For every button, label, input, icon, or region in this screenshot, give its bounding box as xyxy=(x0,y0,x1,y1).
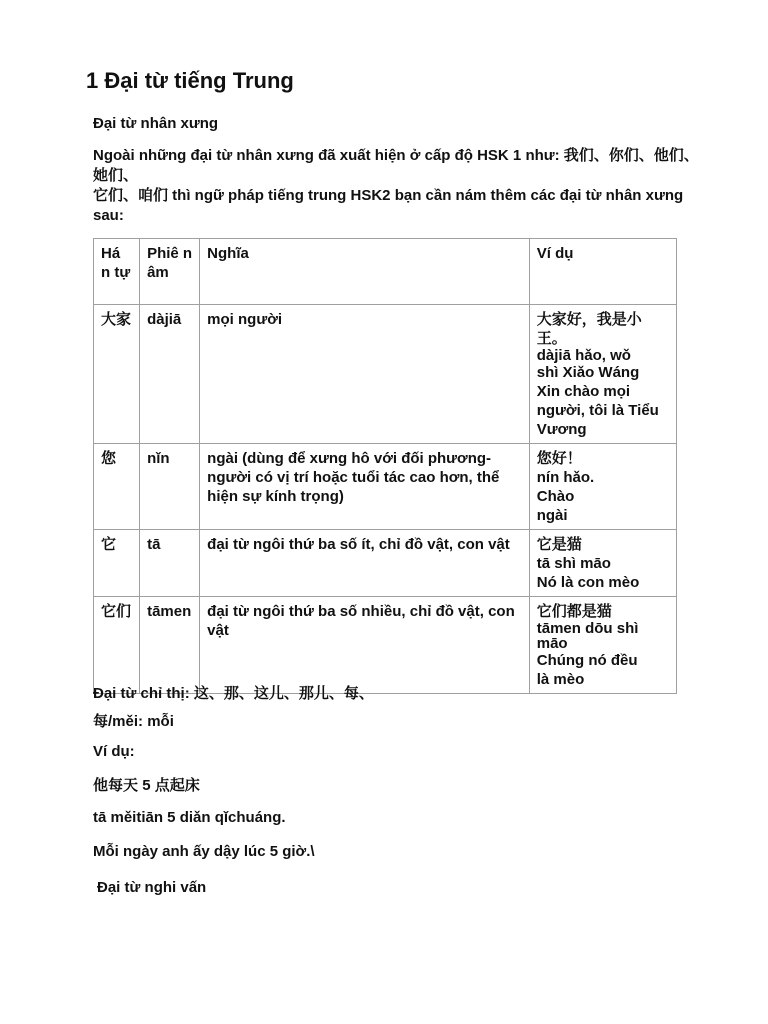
table-row xyxy=(94,530,677,597)
mei-han: 每 xyxy=(93,713,109,730)
cell-example xyxy=(529,597,676,694)
example-line: người, tôi là Tiểu xyxy=(536,402,659,419)
example-line: tāmen dōu shì xyxy=(536,620,639,637)
cell-han: 它 xyxy=(94,530,140,597)
example-hanzi xyxy=(93,776,693,796)
cell-meaning: ngài (dùng để xưng hô với đối phương- người có vị trí hoặc tuổi tác cao hơn, thể hiện sự kính trọng) xyxy=(200,444,530,530)
header-example: Ví dụ xyxy=(529,239,676,305)
table-row xyxy=(94,444,677,530)
example-line: shì Xiǎo Wáng xyxy=(536,364,640,381)
pronoun-table xyxy=(93,238,677,694)
table-header-row xyxy=(94,239,677,305)
example-line: ngài xyxy=(536,507,568,524)
cell-example xyxy=(529,444,676,530)
example-han-a: 他每天 xyxy=(93,777,139,794)
example-line: 您好！ xyxy=(536,450,582,467)
table-row xyxy=(94,305,677,444)
intro-han-3: 它们、咱们 xyxy=(93,187,169,204)
mei-text: /měi: mỗi xyxy=(108,713,174,730)
page-title: 1 Đại từ tiếng Trung xyxy=(86,68,294,93)
header-han: Há n tự xyxy=(94,239,140,305)
example-line: nín hǎo. xyxy=(536,469,595,486)
intro-paragraph xyxy=(93,146,703,226)
cell-example xyxy=(529,530,676,597)
table-row xyxy=(94,597,677,694)
example-line: Chúng nó đều xyxy=(536,652,638,669)
example-vietnamese: Mỗi ngày anh ấy dậy lúc 5 giờ.\ xyxy=(93,843,315,860)
header-meaning: Nghĩa xyxy=(200,239,530,305)
example-line: 它是猫 xyxy=(536,536,582,553)
example-label: Ví dụ: xyxy=(93,743,135,760)
intro-text-1: Ngoài những đại từ nhân xưng đã xuất hiện ở cấp độ HSK 1 như: xyxy=(93,147,564,164)
example-line: 大家好，我是小王。 xyxy=(536,311,642,347)
example-number: 5 xyxy=(142,777,151,794)
cell-pinyin: nǐn xyxy=(140,444,200,530)
example-line: là mèo xyxy=(536,671,585,688)
demonstrative-heading xyxy=(93,684,693,704)
demonstrative-han: 这、那、这儿、那儿、每、 xyxy=(193,685,374,702)
example-line: Vương xyxy=(536,421,587,438)
cell-meaning: đại từ ngôi thứ ba số ít, chỉ đồ vật, con vật xyxy=(200,530,530,597)
example-line: māo xyxy=(536,635,568,652)
interrogative-heading: Đại từ nghi vấn xyxy=(97,879,207,896)
intro-han-1: 我们、你们、他们、 xyxy=(563,147,699,164)
example-line: Chào xyxy=(536,488,575,505)
cell-pinyin: tāmen xyxy=(140,597,200,694)
intro-han-2: 她们、 xyxy=(93,167,139,184)
intro-text-2: thì ngữ pháp tiếng trung HSK2 bạn cần nám thêm các đại từ nhân xưng sau: xyxy=(93,187,684,224)
cell-han: 您 xyxy=(94,444,140,530)
cell-pinyin: dàjiā xyxy=(140,305,200,444)
cell-han: 它们 xyxy=(94,597,140,694)
example-pinyin: tā měitiān 5 diǎn qǐchuáng. xyxy=(93,809,286,826)
cell-meaning: đại từ ngôi thứ ba số nhiều, chỉ đồ vật, con vật xyxy=(200,597,530,694)
example-line: 它们都是猫 xyxy=(536,603,612,620)
cell-han: 大家 xyxy=(94,305,140,444)
example-line: dàjiā hǎo, wǒ xyxy=(536,347,631,364)
cell-pinyin: tā xyxy=(140,530,200,597)
example-line: Nó là con mèo xyxy=(536,574,640,591)
cell-meaning: mọi người xyxy=(200,305,530,444)
example-line: Xin chào mọi xyxy=(536,383,631,400)
demonstrative-label: Đại từ chỉ thị: xyxy=(93,685,194,702)
cell-example xyxy=(529,305,676,444)
example-line: tā shì māo xyxy=(536,555,611,572)
example-han-b: 点起床 xyxy=(154,777,200,794)
header-pinyin: Phiê n âm xyxy=(140,239,200,305)
mei-definition xyxy=(93,712,693,732)
personal-pronoun-heading: Đại từ nhân xưng xyxy=(93,115,219,132)
